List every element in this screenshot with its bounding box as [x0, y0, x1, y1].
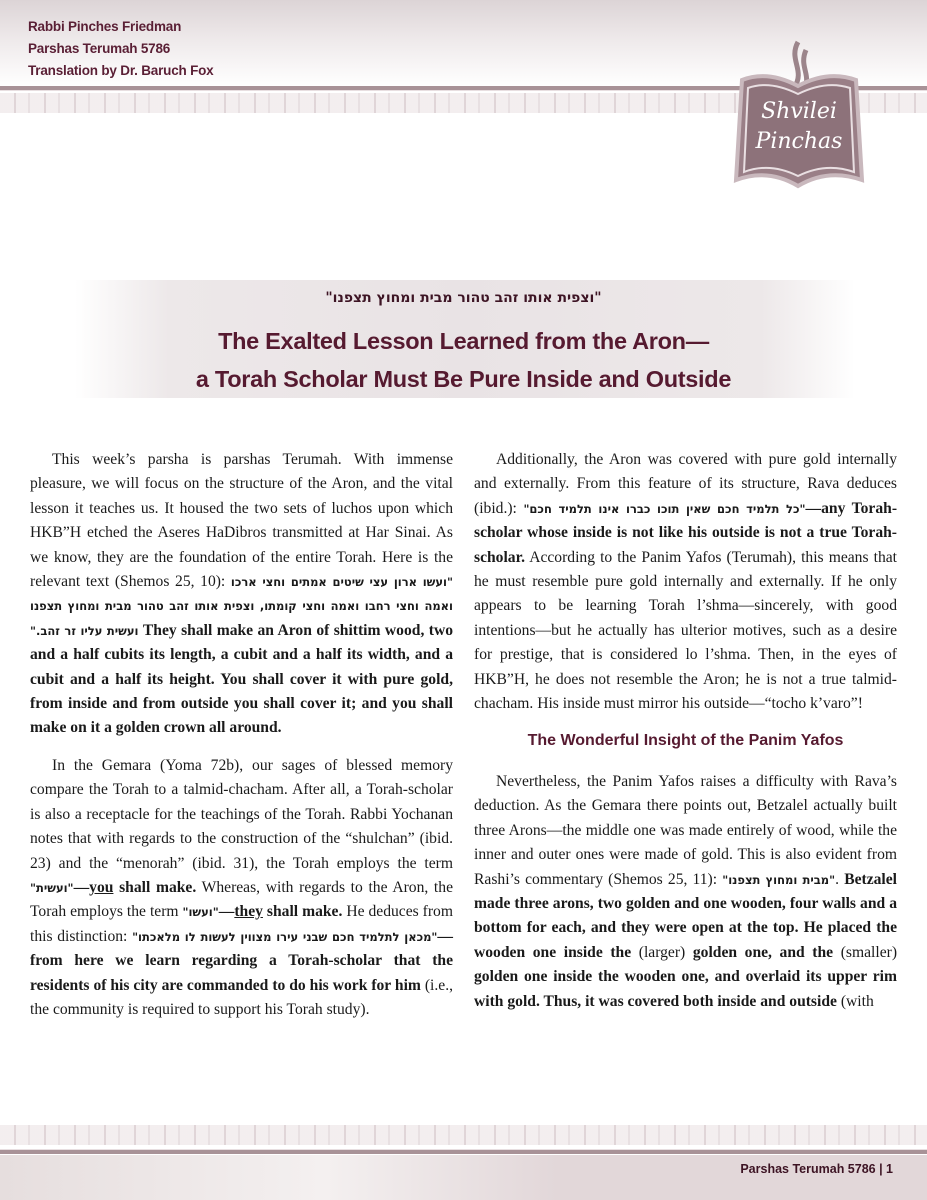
text-run: (i.e., the community is required to support his Torah study).	[30, 976, 454, 1018]
logo-line1: Shvilei	[761, 99, 837, 124]
text-run: you	[89, 878, 114, 896]
title-line2: a Torah Scholar Must Be Pure Inside and Outside	[195, 366, 732, 392]
hebrew-quote: "כל תלמיד חכם שאין תוכו כברו אינו תלמיד חכם"	[523, 501, 806, 516]
text-run: In the Gemara (Yoma 72b), our sages of blessed memory compare the Torah to a talmid-chacham. After all, a Torah-scholar is also a receptacle for the teachings of the Torah. Rabbi Yochanan notes that with regards to the construction of the “shulchan” (ibid. 23) and the “menorah” (ibid. 31), the Torah employs the term	[30, 756, 453, 872]
text-run: golden one inside the wooden one, and overlaid its upper rim with gold. Thus, it was covered both inside and outside	[474, 968, 897, 1010]
translator: Translation by Dr. Baruch Fox	[28, 63, 214, 78]
text-run: Additionally, the Aron was covered with pure gold internally and externally. From this feature of its structure, Rava deduces (ibid.):	[474, 451, 897, 517]
text-run: (smaller)	[833, 943, 898, 961]
hebrew-quote: "ועשו ארון עצי שיטים אמתים וחצי ארכו ואמה וחצי רחבו ואמה וחצי קומתו, וצפית אותו זהב טהור מבית ומחוץ תצפנו ועשית עליו זר זהב."	[30, 575, 453, 638]
shvilei-pinchas-logo	[728, 40, 870, 190]
text-run: According to the Panim Yafos (Terumah), this means that he must resemble pure gold internally and externally. If he only appears to be learning Torah l’shma—sincerely, with good intentions—but he actually has ulterior motives, such as a desire for prestige, that is considered lo l’shma. Then, in the eyes of HKB”H, he does not resemble the Aron; he is not a true talmid-chacham. His inside must mirror his outside—“tocho k’varo”!	[474, 548, 897, 713]
text-run: Whereas, with regards to the Aron, the Torah employs the term	[30, 878, 453, 921]
text-run: —	[218, 903, 235, 921]
paragraph	[474, 448, 897, 716]
hebrew-quote: "מכאן לתלמיד חכם שבני עירו מצווין לעשות לו מלאכתו"	[132, 929, 438, 944]
paragraph	[474, 770, 897, 1014]
text-run: they	[234, 903, 263, 921]
title-hebrew-verse: "וצפית אותו זהב טהור מבית ומחוץ תצפנו"	[325, 290, 602, 306]
page-title	[0, 322, 927, 398]
text-run: (with	[836, 992, 874, 1010]
text-run: —from here we learn regarding a Torah-scholar that the residents of his city are commanded to do his work for him	[30, 927, 454, 994]
left-column	[30, 448, 453, 1035]
section-heading: The Wonderful Insight of the Panim Yafos	[527, 732, 844, 750]
hebrew-quote: "מבית ומחוץ תצפנו"	[722, 872, 836, 887]
parsha: Parshas Terumah 5786	[28, 41, 171, 56]
paragraph	[30, 448, 453, 741]
text-run: (larger)	[631, 943, 693, 961]
author: Rabbi Pinches Friedman	[28, 19, 182, 34]
hebrew-quote: "ועשו"	[182, 905, 219, 920]
text-run: shall make.	[262, 903, 343, 921]
text-run: shall make.	[113, 878, 197, 896]
page-footer: Parshas Terumah 5786 | 1	[740, 1162, 893, 1176]
text-run: golden one, and the	[692, 943, 834, 961]
text-run: Nevertheless, the Panim Yafos raises a difficulty with Rava’s deduction. As the Gemara there points out, Betzalel actually built three Arons—the middle one was made entirely of wood, while the inner and outer ones were made of gold. This is also evident from Rashi’s commentary (Shemos 25, 11):	[474, 772, 897, 888]
text-run: He deduces from this distinction:	[30, 903, 453, 945]
header-info	[28, 16, 214, 82]
logo-line2: Pinchas	[755, 129, 843, 154]
footer-ornament	[0, 1125, 927, 1145]
text-run: —	[73, 878, 90, 896]
footer-rule	[0, 1149, 927, 1154]
title-line1: The Exalted Lesson Learned from the Aron—	[218, 328, 709, 354]
text-run: Betzalel made three arons, two golden and one wooden, four walls and a bottom for each, and they were open at the top. He placed the wooden one inside the	[474, 870, 898, 961]
text-run: —any Torah-scholar whose inside is not like his outside is not a true Torah-scholar.	[474, 499, 898, 566]
hebrew-quote: "ועשית"	[30, 880, 74, 895]
text-run: .	[835, 870, 845, 888]
text-run: This week’s parsha is parshas Terumah. With immense pleasure, we will focus on the structure of the Aron, and the vital lesson it teaches us. It housed the two sets of luchos upon which HKB”H etched the Aseres HaDibros transmitted at Har Sinai. As we know, they are the foundation of the entire Torah. Here is the relevant text (Shemos 25, 10):	[30, 451, 453, 591]
text-run: They shall make an Aron of shittim wood, two and a half cubits its length, a cubit and a half its width, and a cubit and a half its height. You shall cover it with pure gold, from inside and from outside you shall cover it; and you shall make on it a golden crown all around.	[30, 621, 454, 737]
paragraph	[30, 754, 453, 1022]
right-column	[474, 448, 897, 1027]
